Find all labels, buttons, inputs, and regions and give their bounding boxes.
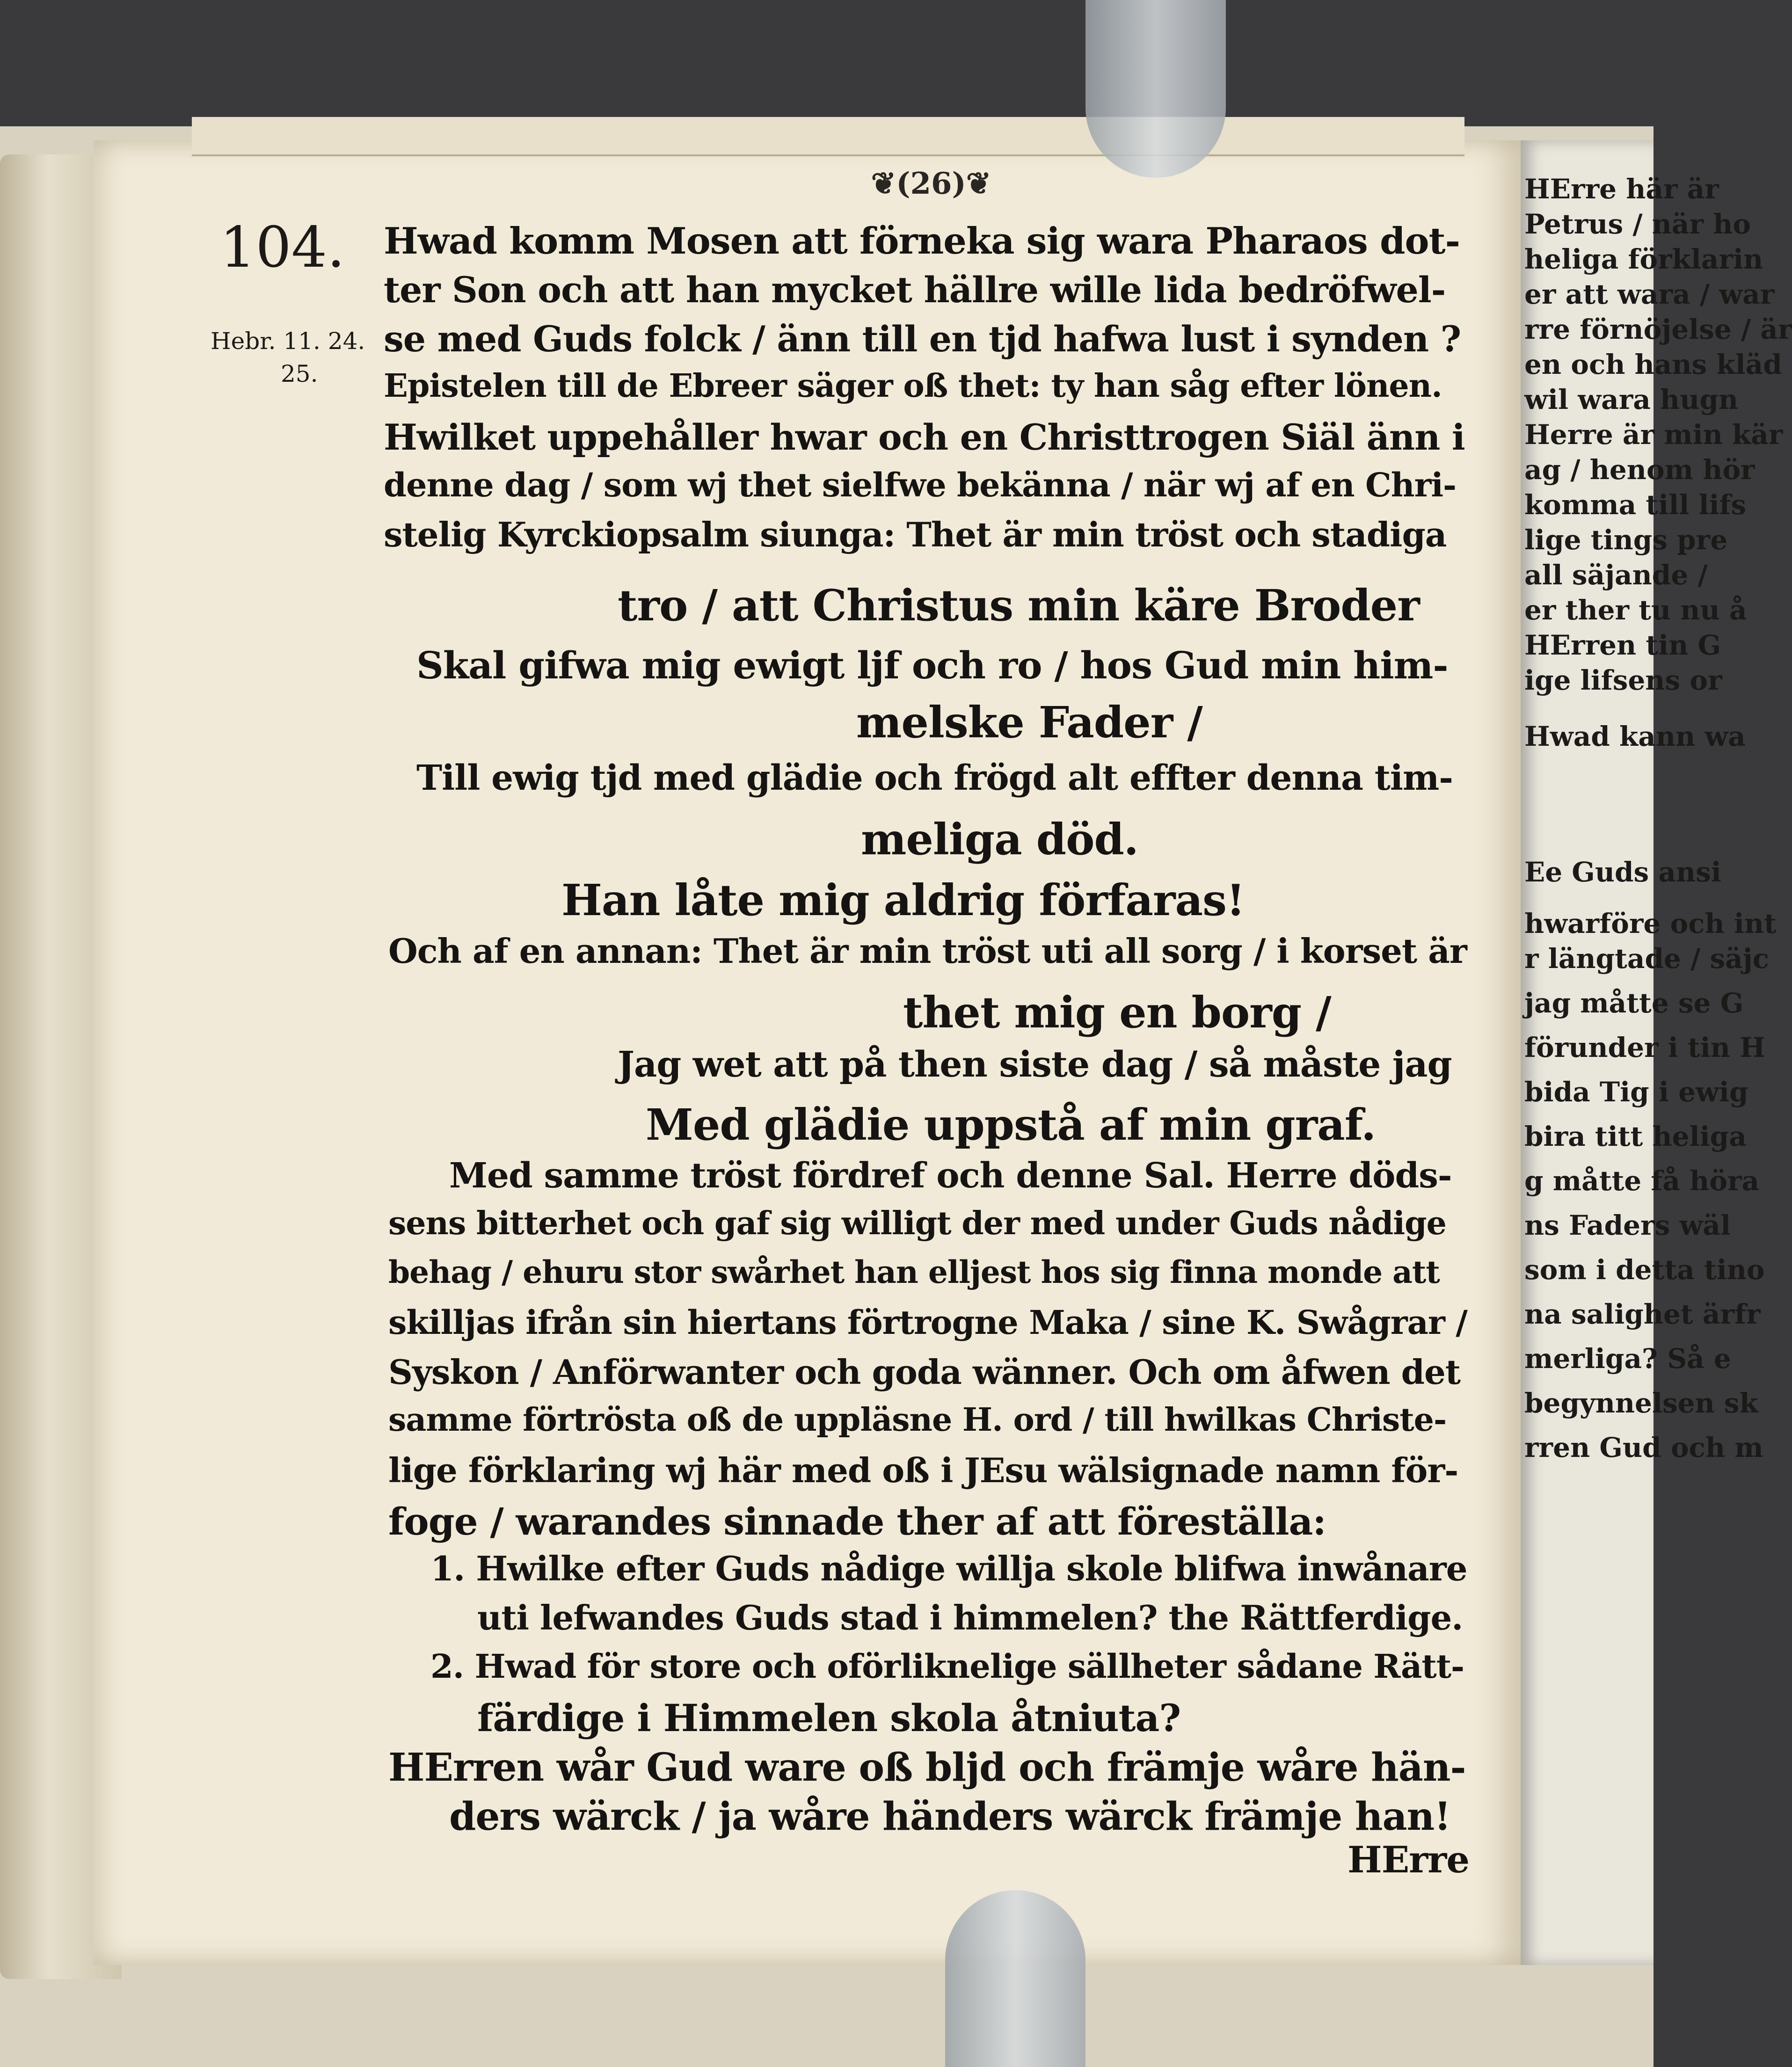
text-line: se med Guds folck / änn till en tjd hafwa lust i synden ? — [384, 318, 1461, 360]
facing-page-line: ns Faders wäl — [1524, 1209, 1731, 1241]
text-line: Hwilket uppehåller hwar och en Christtrogen Siäl änn i — [384, 416, 1465, 458]
facing-page-line: na salighet ärfr — [1524, 1298, 1761, 1330]
text-line: Till ewig tjd med glädie och frögd alt effter denna tim- — [416, 758, 1453, 798]
facing-page-edge — [1521, 140, 1792, 1965]
facing-page-line: bida Tig i ewig — [1524, 1076, 1748, 1108]
catchword: HErre — [1348, 1839, 1469, 1881]
facing-page-line: heliga förklarin — [1524, 243, 1763, 275]
text-line: Hwad komm Mosen att förneka sig wara Pharaos dot- — [384, 220, 1460, 262]
facing-page-line: som i detta tino — [1524, 1254, 1765, 1286]
facing-page-line: komma till lifs — [1524, 489, 1747, 521]
facing-page-line: bira titt heliga — [1524, 1121, 1747, 1152]
page-top-fold — [192, 117, 1464, 156]
page-clip-top — [1085, 0, 1226, 178]
facing-page-line: rren Gud och m — [1524, 1432, 1763, 1463]
facing-page-line: HErren tin G — [1524, 629, 1721, 661]
text-line: lige förklaring wj här med oß i JEsu wälsignade namn för- — [388, 1450, 1458, 1490]
text-line: Och af en annan: Thet är min tröst uti all sorg / i korset är — [388, 931, 1467, 971]
facing-page-line: Hwad kann wa — [1524, 721, 1746, 752]
facing-page-line: merliga? Så e — [1524, 1343, 1731, 1375]
text-line: skilljas ifrån sin hiertans förtrogne Maka / sine K. Swågrar / — [388, 1303, 1467, 1342]
facing-page-line: Petrus / när ho — [1524, 208, 1751, 240]
text-line: denne dag / som wj thet sielfwe bekänna / när wj af en Chri- — [384, 466, 1457, 504]
text-line: 1. Hwilke efter Guds nådige willja skole blifwa inwånare — [430, 1549, 1467, 1588]
text-line: färdige i Himmelen skola åtniuta? — [477, 1696, 1181, 1740]
facing-page-line: all säjande / — [1524, 559, 1708, 591]
page-header-ornament: ❦(26)❦ — [871, 166, 991, 201]
text-line: 2. Hwad för store och oförliknelige sällheter sådane Rätt- — [430, 1647, 1464, 1686]
facing-page-line: g måtte få höra — [1524, 1165, 1760, 1197]
page-number: 104. — [220, 215, 345, 280]
facing-page-line: förunder i tin H — [1524, 1032, 1765, 1063]
text-line: Skal gifwa mig ewigt ljf och ro / hos Gud min him- — [416, 643, 1448, 687]
text-line: behag / ehuru stor swårhet han elljest hos sig finna monde att — [388, 1254, 1440, 1290]
facing-page-line: ige lifsens or — [1524, 664, 1722, 696]
text-line: ders wärck / ja wåre händers wärck främje han! — [449, 1794, 1451, 1839]
text-line: Med glädie uppstå af min graf. — [646, 1099, 1376, 1150]
text-line: ter Son och att han mycket hällre wille lida bedröfwel- — [384, 269, 1446, 311]
facing-page-line: lige tings pre — [1524, 524, 1728, 556]
text-line: melske Fader / — [856, 697, 1202, 748]
text-line: thet mig en borg / — [903, 987, 1331, 1038]
facing-page-line: en och hans kläd — [1524, 349, 1782, 380]
text-line: Syskon / Anförwanter och goda wänner. Och om åfwen det — [388, 1352, 1461, 1392]
facing-page-line: wil wara hugn — [1524, 384, 1739, 415]
text-line: foge / warandes sinnade ther af att föreställa: — [388, 1499, 1326, 1543]
facing-page-line: er ther tu nu å — [1524, 594, 1747, 626]
text-line: HErren wår Gud ware oß bljd och främje wåre hän- — [388, 1745, 1466, 1790]
facing-page-line: Herre är min kär — [1524, 419, 1783, 451]
text-line: Han låte mig aldrig förfaras! — [561, 875, 1245, 925]
text-line: Jag wet att på then siste dag / så måste jag — [618, 1043, 1452, 1085]
text-line: Epistelen till de Ebreer säger oß thet: ty han såg efter lönen. — [384, 367, 1442, 405]
facing-page-line: begynnelsen sk — [1524, 1387, 1758, 1419]
facing-page-line: HErre här är — [1524, 173, 1719, 205]
margin-note-hebr-cont: 25. — [281, 360, 318, 387]
text-line: Med samme tröst fördref och denne Sal. Herre döds- — [449, 1156, 1452, 1196]
page-clip-bottom — [945, 1890, 1085, 2067]
facing-page-line: ag / henom hör — [1524, 454, 1755, 486]
facing-page-line: jag måtte se G — [1524, 987, 1744, 1019]
text-line: sens bitterhet och gaf sig willigt der med under Guds nådige — [388, 1205, 1446, 1242]
text-line: tro / att Christus min käre Broder — [618, 580, 1420, 631]
facing-page-line: r längtade / säjc — [1524, 943, 1770, 975]
text-line: samme förtrösta oß de uppläsne H. ord / till hwilkas Christe- — [388, 1401, 1447, 1439]
text-line: stelig Kyrckiopsalm siunga: Thet är min tröst och stadiga — [384, 515, 1447, 554]
facing-page-line: rre förnöjelse / är — [1524, 313, 1792, 345]
facing-page-line: er att wara / war — [1524, 278, 1775, 310]
text-line: uti lefwandes Guds stad i himmelen? the Rättferdige. — [477, 1598, 1463, 1638]
facing-page-line: Ee Guds ansi — [1524, 856, 1721, 888]
facing-page-line: hwarföre och int — [1524, 908, 1777, 939]
text-line: meliga död. — [861, 814, 1138, 865]
margin-note-hebr: Hebr. 11. 24. — [211, 328, 365, 355]
